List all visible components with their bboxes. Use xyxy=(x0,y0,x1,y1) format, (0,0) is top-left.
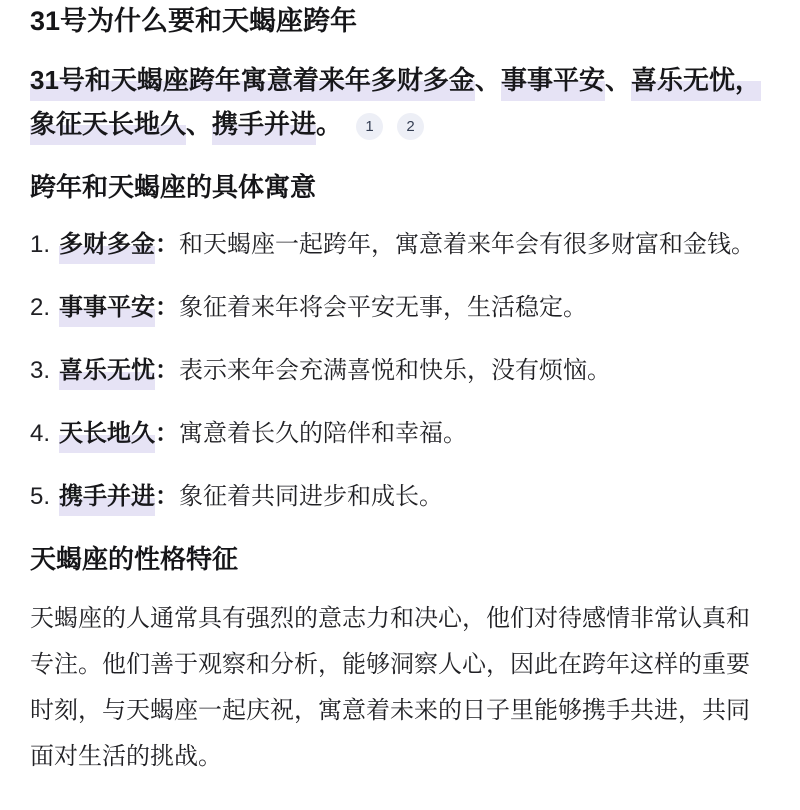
summary-paragraph xyxy=(30,58,770,146)
plain-text: 、 xyxy=(186,109,213,139)
list-item-4 xyxy=(30,413,770,455)
citation-badges xyxy=(342,109,424,139)
list-item-term: 喜乐无忧 xyxy=(59,357,155,390)
list-item-2 xyxy=(30,287,770,329)
list-item-desc: 象征着共同进步和成长。 xyxy=(179,483,444,510)
list-item-desc: 和天蝎座一起跨年，寓意着来年会有很多财富和金钱。 xyxy=(179,231,756,258)
citation-badge-1[interactable]: 1 xyxy=(356,113,383,140)
list-item-number: 1. xyxy=(30,231,51,258)
list-item-desc: 寓意着长久的陪伴和幸福。 xyxy=(179,420,468,447)
section-heading-character: 天蝎座的性格特征 xyxy=(30,544,239,574)
list-item-colon: ： xyxy=(155,357,180,384)
list-item-3 xyxy=(30,350,770,392)
list-item-term: 天长地久 xyxy=(59,420,155,453)
list-item-term: 事事平安 xyxy=(59,294,155,327)
list-item-desc: 象征着来年将会平安无事，生活稳定。 xyxy=(179,294,588,321)
list-item-1 xyxy=(30,224,770,266)
character-paragraph: 天蝎座的人通常具有强烈的意志力和决心，他们对待感情非常认真和专注。他们善于观察和分析，能够洞察人心，因此在跨年这样的重要时刻，与天蝎座一起庆祝，寓意着未来的日子里能够携手共进，共同面对生活的挑战。 xyxy=(30,605,750,770)
page-title: 31号为什么要和天蝎座跨年 xyxy=(30,6,358,36)
list-item-desc: 表示来年会充满喜悦和快乐，没有烦恼。 xyxy=(179,357,612,384)
list-item-number: 4. xyxy=(30,420,51,447)
highlighted-text: 喜乐无忧，象征天长地久 xyxy=(30,65,761,145)
meanings-list xyxy=(30,224,770,518)
list-item-term: 多财多金 xyxy=(59,231,155,264)
list-item-number: 5. xyxy=(30,483,51,510)
highlighted-text: 携手并进 xyxy=(212,109,316,145)
plain-text: 、 xyxy=(604,65,631,95)
highlighted-text: 31号和天蝎座跨年寓意着来年多财多金 xyxy=(30,65,475,101)
list-item-colon: ： xyxy=(155,294,180,321)
section-heading-meanings: 跨年和天蝎座的具体寓意 xyxy=(30,172,317,202)
list-item-colon: ： xyxy=(155,420,180,447)
plain-text: 、 xyxy=(474,65,501,95)
list-item-number: 3. xyxy=(30,357,51,384)
list-item-term: 携手并进 xyxy=(59,483,155,516)
list-item-5 xyxy=(30,476,770,518)
plain-text: 。 xyxy=(316,109,343,139)
citation-badge-2[interactable]: 2 xyxy=(397,113,424,140)
highlighted-text: 事事平安 xyxy=(501,65,605,101)
list-item-colon: ： xyxy=(155,483,180,510)
list-item-number: 2. xyxy=(30,294,51,321)
list-item-colon: ： xyxy=(155,231,180,258)
